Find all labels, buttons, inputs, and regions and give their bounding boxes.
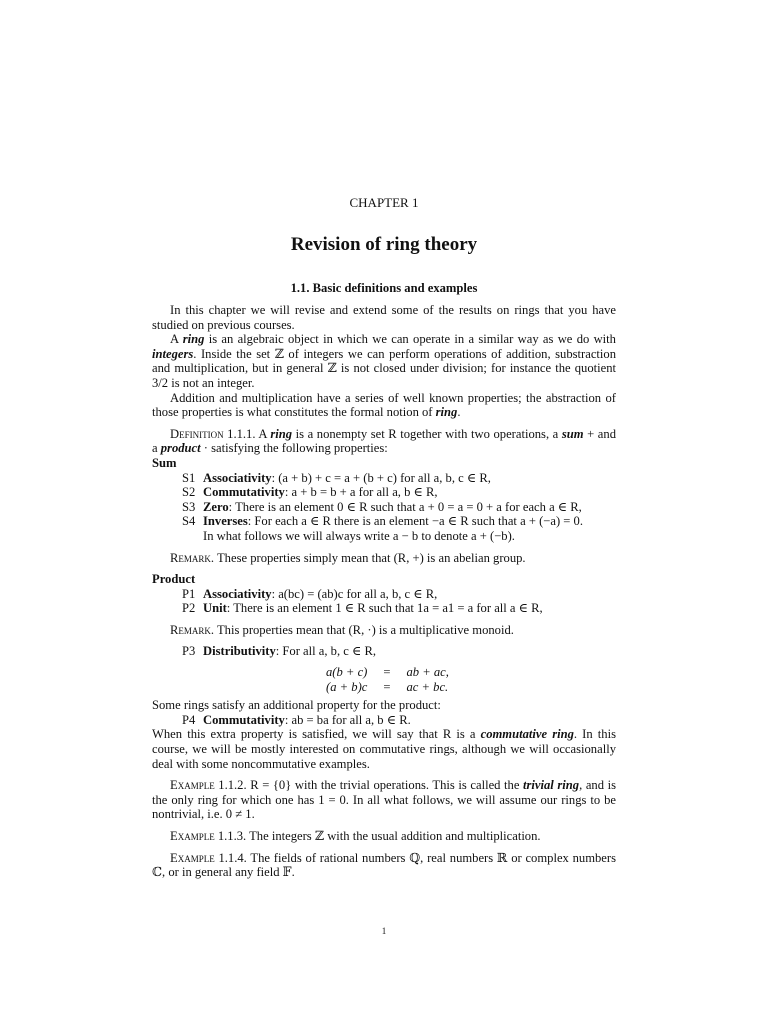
additional-property-text: Some rings satisfy an additional property for the product: xyxy=(152,698,441,713)
property-p2: P2 Unit: There is an element 1 ∈ R such that 1a = a1 = a for all a ∈ R, xyxy=(182,601,543,616)
term-ring: ring xyxy=(435,405,458,420)
definition-label: Definition 1.1.1. xyxy=(170,426,256,441)
example-1-1-4: Example 1.1.4. The fields of rational numbers ℚ, real numbers ℝ or complex numbers ℂ, or in general any field 𝔽. xyxy=(152,850,616,880)
body-text xyxy=(152,303,616,880)
property-s2: S2 Commutativity: a + b = b + a for all a, b ∈ R, xyxy=(182,485,438,500)
intro-paragraph-2: A ring is an algebraic object in which we can operate in a similar way as we do with integers. Inside the set ℤ of integers we can perform operations of addition, substraction and multiplication, but in general ℤ is not closed under division; for instance the quotient 3/2 is not an integer. xyxy=(152,332,616,390)
page-number: 1 xyxy=(381,926,387,936)
remark-abelian-group: Remark. These properties simply mean that (R, +) is an abelian group. xyxy=(170,550,526,565)
term-commutative-ring: commutative ring xyxy=(480,727,574,742)
product-heading: Product xyxy=(152,572,196,587)
equation-row: (a + b)c = ac + bc. xyxy=(326,679,449,694)
term-sum: sum xyxy=(561,426,584,441)
distributivity-equations xyxy=(320,665,455,694)
property-s1: S1 Associativity: (a + b) + c = a + (b + c) for all a, b, c ∈ R, xyxy=(182,470,491,485)
sum-heading: Sum xyxy=(152,455,177,470)
term-product: product xyxy=(160,441,201,456)
equation-row: a(b + c) = ab + ac, xyxy=(326,665,449,680)
term-ring: ring xyxy=(182,332,205,347)
property-p1: P1 Associativity: a(bc) = (ab)c for all a, b, c ∈ R, xyxy=(182,586,438,601)
definition-1-1-1: Definition 1.1.1. A ring is a nonempty set R together with two operations, a sum + and a product · satisfying the following properties: xyxy=(152,426,616,456)
property-p3: P3 Distributivity: For all a, b, c ∈ R, xyxy=(182,644,377,659)
intro-paragraph-3: Addition and multiplication have a series of well known properties; the abstraction of those properties is what constitutes the formal notion of ring. xyxy=(152,390,616,420)
property-s3: S3 Zero: There is an element 0 ∈ R such that a + 0 = a = 0 + a for each a ∈ R, xyxy=(182,499,582,514)
commutative-ring-paragraph: When this extra property is satisfied, we will say that R is a commutative ring. In this course, we will be mostly interested on commutative rings, although we will occasionally deal with some noncommutative examples. xyxy=(152,727,616,771)
product-properties-list xyxy=(182,587,616,616)
property-p4: P4 Commutativity: ab = ba for all a, b ∈ R. xyxy=(182,712,411,727)
chapter-title: Revision of ring theory xyxy=(290,234,478,255)
sum-properties-list xyxy=(182,471,616,529)
term-ring: ring xyxy=(270,426,293,441)
example-1-1-2: Example 1.1.2. R = {0} with the trivial operations. This is called the trivial ring, and is the only ring for which one has 1 = 0. In all what follows, we will assume our rings to be nontrivial, i.e. 0 ≠ 1. xyxy=(152,778,616,822)
remark-monoid: Remark. This properties mean that (R, ·) is a multiplicative monoid. xyxy=(170,622,514,637)
intro-paragraph-1: In this chapter we will revise and extend some of the results on rings that you have studied on previous courses. xyxy=(152,303,616,332)
term-trivial-ring: trivial ring xyxy=(523,778,580,793)
term-integers: integers xyxy=(152,346,194,361)
property-s4: S4 Inverses: For each a ∈ R there is an element −a ∈ R such that a + (−a) = 0. xyxy=(182,514,583,529)
chapter-label: CHAPTER 1 xyxy=(349,195,419,210)
example-1-1-3: Example 1.1.3. The integers ℤ with the usual addition and multiplication. xyxy=(170,829,541,843)
sum-note: In what follows we will always write a − b to denote a + (−b). xyxy=(203,528,515,543)
section-title: 1.1. Basic definitions and examples xyxy=(290,281,478,295)
page xyxy=(152,0,616,1024)
